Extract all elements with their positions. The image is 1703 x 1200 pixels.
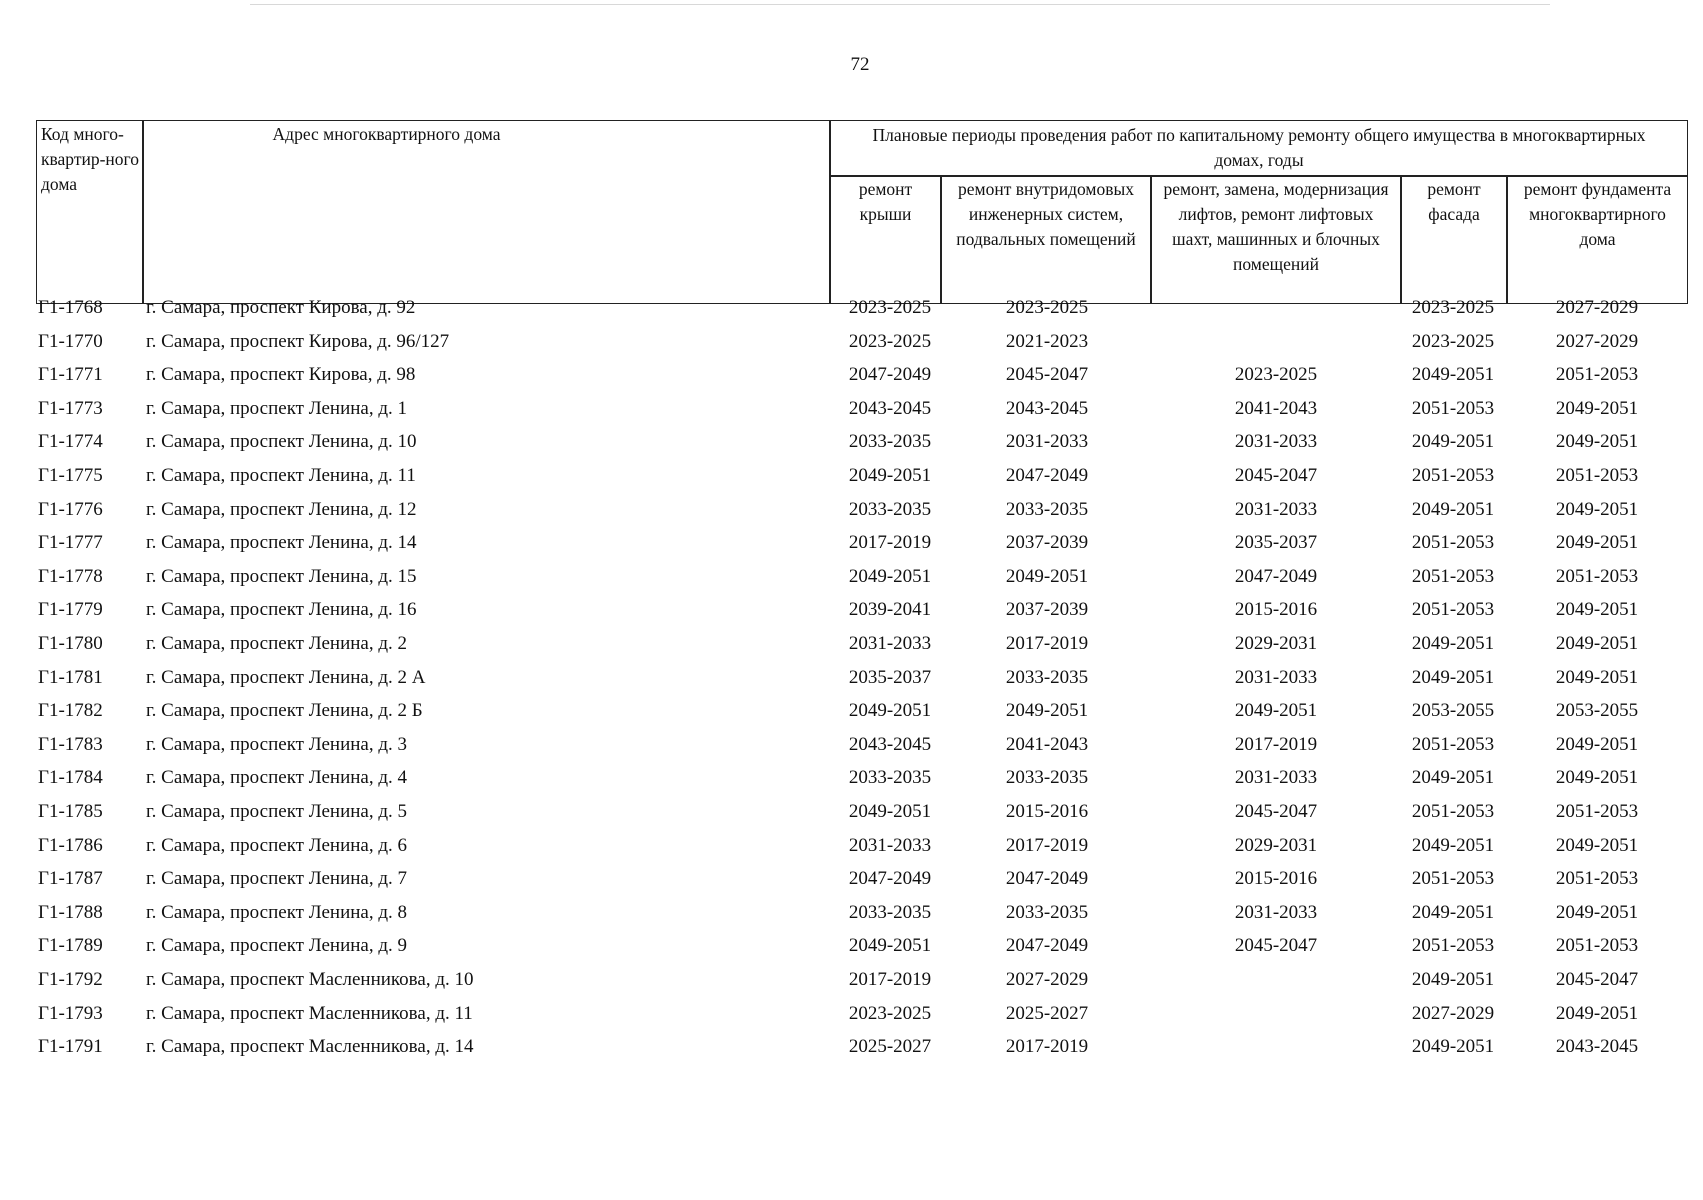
table-row: [0, 764, 1703, 798]
cell-roof-period: 2031-2033: [848, 834, 932, 856]
cell-facade-period: 2051-2053: [1411, 801, 1495, 822]
cell-facade-period: 2023-2025: [1411, 297, 1495, 318]
cell-engineering-period: 2023-2025: [1005, 297, 1089, 318]
cell-engineering-period: 2037-2039: [1005, 599, 1089, 621]
cell-roof-period: 2047-2049: [848, 868, 932, 890]
header-lift: ремонт, замена, модернизация лифтов, ремонт лифтовых шахт, машинных и блочных помещений: [1163, 179, 1389, 274]
cell-roof-period: 2043-2045: [848, 397, 932, 419]
cell-foundation-period: 2051-2053: [1555, 364, 1639, 386]
table-row: [0, 395, 1703, 429]
cell-lift-period: 2017-2019: [1234, 733, 1318, 755]
cell-house-code: Г1-1782: [38, 700, 103, 722]
cell-facade-period: 2053-2055: [1411, 700, 1495, 722]
table-row: [0, 596, 1703, 630]
header-facade: ремонт фасада: [1427, 179, 1481, 224]
cell-roof-period: 2023-2025: [848, 1002, 932, 1024]
table-row: [0, 798, 1703, 832]
cell-facade-period: 2051-2053: [1411, 397, 1495, 419]
scan-top-rule: [250, 4, 1550, 5]
cell-engineering-period: 2017-2019: [1005, 633, 1089, 654]
table-row: [0, 563, 1703, 597]
cell-engineering-period: 2041-2043: [1005, 733, 1089, 755]
cell-engineering-period: 2033-2035: [1005, 498, 1089, 520]
cell-lift-period: 2029-2031: [1234, 834, 1318, 856]
cell-foundation-period: 2049-2051: [1555, 498, 1639, 520]
cell-house-code: Г1-1792: [38, 969, 103, 990]
table-row: [0, 966, 1703, 1000]
cell-facade-period: 2027-2029: [1411, 1002, 1495, 1024]
cell-foundation-period: 2027-2029: [1555, 297, 1639, 318]
cell-foundation-period: 2053-2055: [1555, 700, 1639, 722]
cell-house-code: Г1-1784: [38, 767, 103, 789]
table-row: [0, 865, 1703, 899]
cell-roof-period: 2049-2051: [848, 935, 932, 957]
cell-roof-period: 2023-2025: [848, 330, 932, 352]
cell-house-code: Г1-1791: [38, 1036, 103, 1058]
cell-foundation-period: 2049-2051: [1555, 431, 1639, 453]
header-address: Адрес многоквартирного дома: [272, 124, 501, 144]
cell-foundation-period: 2049-2051: [1555, 532, 1639, 554]
table-row: [0, 529, 1703, 563]
cell-address: г. Самара, проспект Ленина, д. 2 Б: [146, 700, 423, 722]
cell-address: г. Самара, проспект Ленина, д. 8: [146, 901, 408, 923]
cell-address: г. Самара, проспект Ленина, д. 4: [146, 767, 408, 789]
cell-foundation-period: 2049-2051: [1555, 733, 1639, 755]
cell-lift-period: 2045-2047: [1234, 465, 1318, 486]
cell-facade-period: 2051-2053: [1411, 465, 1495, 486]
cell-facade-period: 2051-2053: [1411, 935, 1495, 957]
cell-roof-period: 2049-2051: [848, 700, 932, 722]
cell-address: г. Самара, проспект Ленина, д. 16: [146, 599, 417, 621]
cell-foundation-period: 2049-2051: [1555, 666, 1639, 688]
cell-lift-period: 2031-2033: [1234, 666, 1318, 688]
cell-house-code: Г1-1785: [38, 801, 103, 822]
cell-foundation-period: 2049-2051: [1555, 901, 1639, 923]
cell-lift-period: 2015-2016: [1234, 868, 1318, 890]
cell-lift-period: 2047-2049: [1234, 565, 1318, 587]
cell-facade-period: 2049-2051: [1411, 633, 1495, 654]
cell-engineering-period: 2045-2047: [1005, 364, 1089, 386]
cell-foundation-period: 2049-2051: [1555, 767, 1639, 789]
cell-address: г. Самара, проспект Ленина, д. 7: [146, 868, 408, 890]
cell-foundation-period: 2043-2045: [1555, 1036, 1639, 1058]
cell-foundation-period: 2051-2053: [1555, 465, 1639, 486]
page-number: 72: [850, 54, 870, 75]
cell-address: г. Самара, проспект Ленина, д. 14: [146, 532, 417, 554]
cell-engineering-period: 2033-2035: [1005, 901, 1089, 923]
cell-engineering-period: 2017-2019: [1005, 1036, 1089, 1058]
cell-house-code: Г1-1780: [38, 633, 103, 654]
table-row: [0, 361, 1703, 395]
divider-code-address: [142, 121, 144, 303]
cell-engineering-period: 2033-2035: [1005, 767, 1089, 789]
cell-house-code: Г1-1779: [38, 599, 103, 621]
cell-facade-period: 2049-2051: [1411, 767, 1495, 789]
cell-roof-period: 2017-2019: [848, 969, 932, 990]
cell-house-code: Г1-1773: [38, 397, 103, 419]
table-row: [0, 899, 1703, 933]
table-row: [0, 496, 1703, 530]
cell-foundation-period: 2051-2053: [1555, 565, 1639, 587]
cell-house-code: Г1-1793: [38, 1002, 103, 1024]
cell-engineering-period: 2049-2051: [1005, 700, 1089, 722]
cell-house-code: Г1-1787: [38, 868, 103, 890]
cell-facade-period: 2049-2051: [1411, 901, 1495, 923]
cell-house-code: Г1-1771: [38, 364, 103, 386]
table-row: [0, 697, 1703, 731]
cell-lift-period: 2031-2033: [1234, 431, 1318, 453]
cell-roof-period: 2033-2035: [848, 767, 932, 789]
cell-facade-period: 2049-2051: [1411, 666, 1495, 688]
cell-facade-period: 2023-2025: [1411, 330, 1495, 352]
cell-engineering-period: 2021-2023: [1005, 330, 1089, 352]
cell-address: г. Самара, проспект Ленина, д. 11: [146, 465, 416, 486]
cell-house-code: Г1-1788: [38, 901, 103, 923]
table-row: [0, 294, 1703, 328]
cell-engineering-period: 2037-2039: [1005, 532, 1089, 554]
cell-lift-period: 2029-2031: [1234, 633, 1318, 654]
cell-facade-period: 2051-2053: [1411, 565, 1495, 587]
table-row: [0, 832, 1703, 866]
cell-address: г. Самара, проспект Ленина, д. 2: [146, 633, 408, 654]
cell-house-code: Г1-1781: [38, 666, 103, 688]
table-row: [0, 428, 1703, 462]
cell-house-code: Г1-1775: [38, 465, 103, 486]
table-row: [0, 328, 1703, 362]
cell-engineering-period: 2047-2049: [1005, 935, 1089, 957]
cell-roof-period: 2035-2037: [848, 666, 932, 688]
cell-roof-period: 2049-2051: [848, 565, 932, 587]
cell-foundation-period: 2049-2051: [1555, 599, 1639, 621]
cell-lift-period: 2049-2051: [1234, 700, 1318, 722]
header-periods-group: Плановые периоды проведения работ по капитальному ремонту общего имущества в многоквартирных домах, годы: [872, 125, 1646, 170]
cell-address: г. Самара, проспект Ленина, д. 2 А: [146, 666, 426, 688]
cell-house-code: Г1-1776: [38, 498, 103, 520]
cell-address: г. Самара, проспект Ленина, д. 1: [146, 397, 408, 419]
cell-engineering-period: 2031-2033: [1005, 431, 1089, 453]
cell-address: г. Самара, проспект Кирова, д. 96/127: [146, 330, 450, 352]
cell-roof-period: 2017-2019: [848, 532, 932, 554]
cell-lift-period: 2045-2047: [1234, 935, 1318, 957]
cell-foundation-period: 2049-2051: [1555, 1002, 1639, 1024]
header-roof: ремонт крыши: [858, 179, 913, 224]
header-engineering: ремонт внутридомовых инженерных систем, подвальных помещений: [956, 179, 1136, 249]
cell-roof-period: 2031-2033: [848, 633, 932, 654]
cell-address: г. Самара, проспект Кирова, д. 92: [146, 297, 416, 318]
cell-engineering-period: 2043-2045: [1005, 397, 1089, 419]
table-row: [0, 932, 1703, 966]
cell-roof-period: 2033-2035: [848, 901, 932, 923]
table-row: [0, 664, 1703, 698]
cell-facade-period: 2049-2051: [1411, 364, 1495, 386]
cell-facade-period: 2049-2051: [1411, 498, 1495, 520]
table-header: [36, 120, 1688, 304]
cell-roof-period: 2047-2049: [848, 364, 932, 386]
cell-engineering-period: 2047-2049: [1005, 465, 1089, 486]
cell-lift-period: 2031-2033: [1234, 767, 1318, 789]
cell-roof-period: 2033-2035: [848, 431, 932, 453]
cell-facade-period: 2049-2051: [1411, 834, 1495, 856]
cell-engineering-period: 2025-2027: [1005, 1002, 1089, 1024]
table-row: [0, 731, 1703, 765]
cell-engineering-period: 2033-2035: [1005, 666, 1089, 688]
cell-house-code: Г1-1783: [38, 733, 103, 755]
cell-facade-period: 2051-2053: [1411, 733, 1495, 755]
cell-lift-period: 2035-2037: [1234, 532, 1318, 554]
cell-roof-period: 2043-2045: [848, 733, 932, 755]
cell-address: г. Самара, проспект Масленникова, д. 10: [146, 969, 474, 990]
cell-house-code: Г1-1777: [38, 532, 103, 554]
cell-roof-period: 2023-2025: [848, 297, 932, 318]
table-row: [0, 630, 1703, 664]
cell-lift-period: 2031-2033: [1234, 901, 1318, 923]
cell-foundation-period: 2051-2053: [1555, 868, 1639, 890]
cell-address: г. Самара, проспект Ленина, д. 5: [146, 801, 408, 822]
cell-house-code: Г1-1768: [38, 297, 103, 318]
cell-address: г. Самара, проспект Ленина, д. 15: [146, 565, 417, 587]
table-row: [0, 462, 1703, 496]
cell-foundation-period: 2051-2053: [1555, 801, 1639, 822]
cell-house-code: Г1-1789: [38, 935, 103, 957]
cell-facade-period: 2051-2053: [1411, 599, 1495, 621]
cell-lift-period: 2031-2033: [1234, 498, 1318, 520]
cell-roof-period: 2033-2035: [848, 498, 932, 520]
cell-address: г. Самара, проспект Ленина, д. 10: [146, 431, 417, 453]
table-row: [0, 1000, 1703, 1034]
cell-address: г. Самара, проспект Ленина, д. 12: [146, 498, 417, 520]
cell-foundation-period: 2049-2051: [1555, 834, 1639, 856]
cell-roof-period: 2049-2051: [848, 465, 932, 486]
cell-roof-period: 2025-2027: [848, 1036, 932, 1058]
header-code: Код много-квартир-ного дома: [41, 124, 140, 194]
cell-foundation-period: 2027-2029: [1555, 330, 1639, 352]
cell-house-code: Г1-1774: [38, 431, 103, 453]
header-foundation: ремонт фундамента многоквартирного дома: [1523, 179, 1672, 249]
cell-address: г. Самара, проспект Ленина, д. 9: [146, 935, 408, 957]
cell-engineering-period: 2049-2051: [1005, 565, 1089, 587]
cell-address: г. Самара, проспект Масленникова, д. 11: [146, 1002, 473, 1024]
cell-address: г. Самара, проспект Масленникова, д. 14: [146, 1036, 474, 1058]
cell-roof-period: 2049-2051: [848, 801, 932, 822]
cell-foundation-period: 2051-2053: [1555, 935, 1639, 957]
cell-facade-period: 2049-2051: [1411, 969, 1495, 990]
cell-house-code: Г1-1786: [38, 834, 103, 856]
cell-engineering-period: 2015-2016: [1005, 801, 1089, 822]
cell-address: г. Самара, проспект Кирова, д. 98: [146, 364, 416, 386]
cell-engineering-period: 2047-2049: [1005, 868, 1089, 890]
cell-lift-period: 2045-2047: [1234, 801, 1318, 822]
cell-facade-period: 2049-2051: [1411, 431, 1495, 453]
cell-roof-period: 2039-2041: [848, 599, 932, 621]
cell-lift-period: 2041-2043: [1234, 397, 1318, 419]
cell-house-code: Г1-1778: [38, 565, 103, 587]
cell-foundation-period: 2049-2051: [1555, 397, 1639, 419]
cell-facade-period: 2049-2051: [1411, 1036, 1495, 1058]
cell-foundation-period: 2049-2051: [1555, 633, 1639, 654]
cell-engineering-period: 2027-2029: [1005, 969, 1089, 990]
cell-lift-period: 2015-2016: [1234, 599, 1318, 621]
cell-address: г. Самара, проспект Ленина, д. 3: [146, 733, 408, 755]
cell-house-code: Г1-1770: [38, 330, 103, 352]
cell-lift-period: 2023-2025: [1234, 364, 1318, 386]
cell-facade-period: 2051-2053: [1411, 532, 1495, 554]
table-row: [0, 1033, 1703, 1067]
cell-engineering-period: 2017-2019: [1005, 834, 1089, 856]
cell-foundation-period: 2045-2047: [1555, 969, 1639, 990]
cell-address: г. Самара, проспект Ленина, д. 6: [146, 834, 408, 856]
cell-facade-period: 2051-2053: [1411, 868, 1495, 890]
